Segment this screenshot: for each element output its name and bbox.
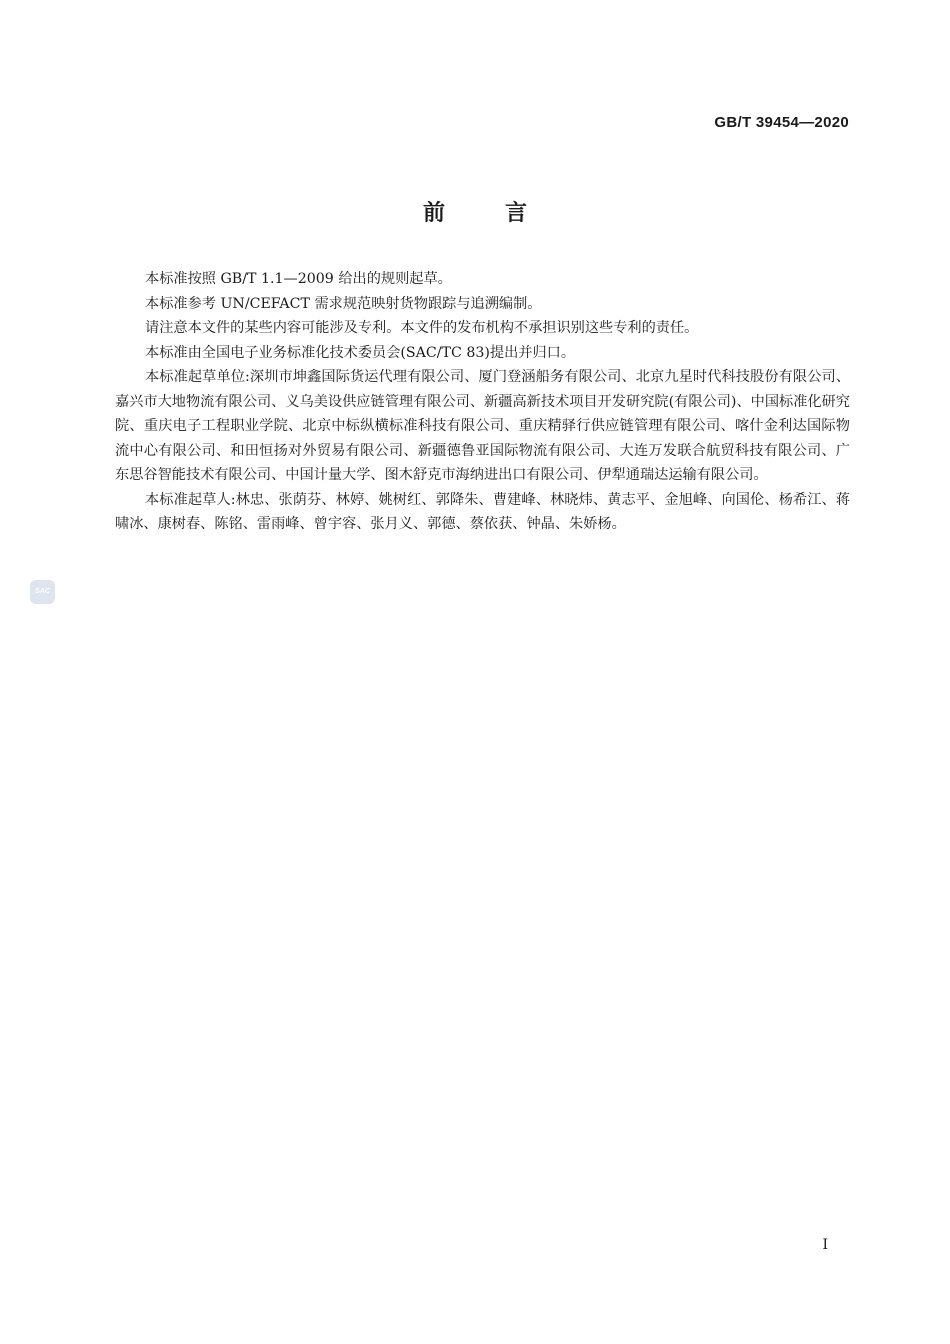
- paragraph-proposer: 本标准由全国电子业务标准化技术委员会(SAC/TC 83)提出并归口。: [145, 344, 576, 361]
- paragraph-drafting-units: 本标准起草单位:深圳市坤鑫国际货运代理有限公司、厦门登涵船务有限公司、北京九星时代科技股份有限公司、嘉兴市大地物流有限公司、义乌美设供应链管理有限公司、新疆高新技术项目开发研究院(有限公司)、中国标准化研究院、重庆电子工程职业学院、北京中标纵横标准科技有限公司、重庆精驿行供应链管理有限公司、喀什金利达国际物流中心有限公司、和田恒扬对外贸易有限公司、新疆德鲁亚国际物流有限公司、大连万发联合航贸科技有限公司、广东思谷智能技术有限公司、中国计量大学、图木舒克市海纳进出口有限公司、伊犁通瑞达运输有限公司。: [115, 369, 850, 483]
- paragraph-drafters: 本标准起草人:林忠、张荫芬、林婷、姚树红、郭降朱、曹建峰、林晓炜、黄志平、金旭峰、向国伦、杨希江、蒋啸冰、康树春、陈铭、雷雨峰、曾宇容、张月义、郭德、蔡依获、钟晶、朱娇杨。: [115, 491, 850, 532]
- page-title: 前言: [422, 201, 587, 226]
- page-number: I: [822, 1237, 828, 1253]
- sac-logo-watermark: SAC: [30, 580, 55, 604]
- standard-number: GB/T 39454—2020: [714, 114, 849, 131]
- paragraph-reference: 本标准参考 UN/CEFACT 需求规范映射货物跟踪与追溯编制。: [145, 295, 542, 312]
- foreword-body: [115, 267, 850, 537]
- paragraph-drafting-rules: 本标准按照 GB/T 1.1—2009 给出的规则起草。: [145, 271, 452, 287]
- paragraph-patent-notice: 请注意本文件的某些内容可能涉及专利。本文件的发布机构不承担识别这些专利的责任。: [145, 320, 699, 336]
